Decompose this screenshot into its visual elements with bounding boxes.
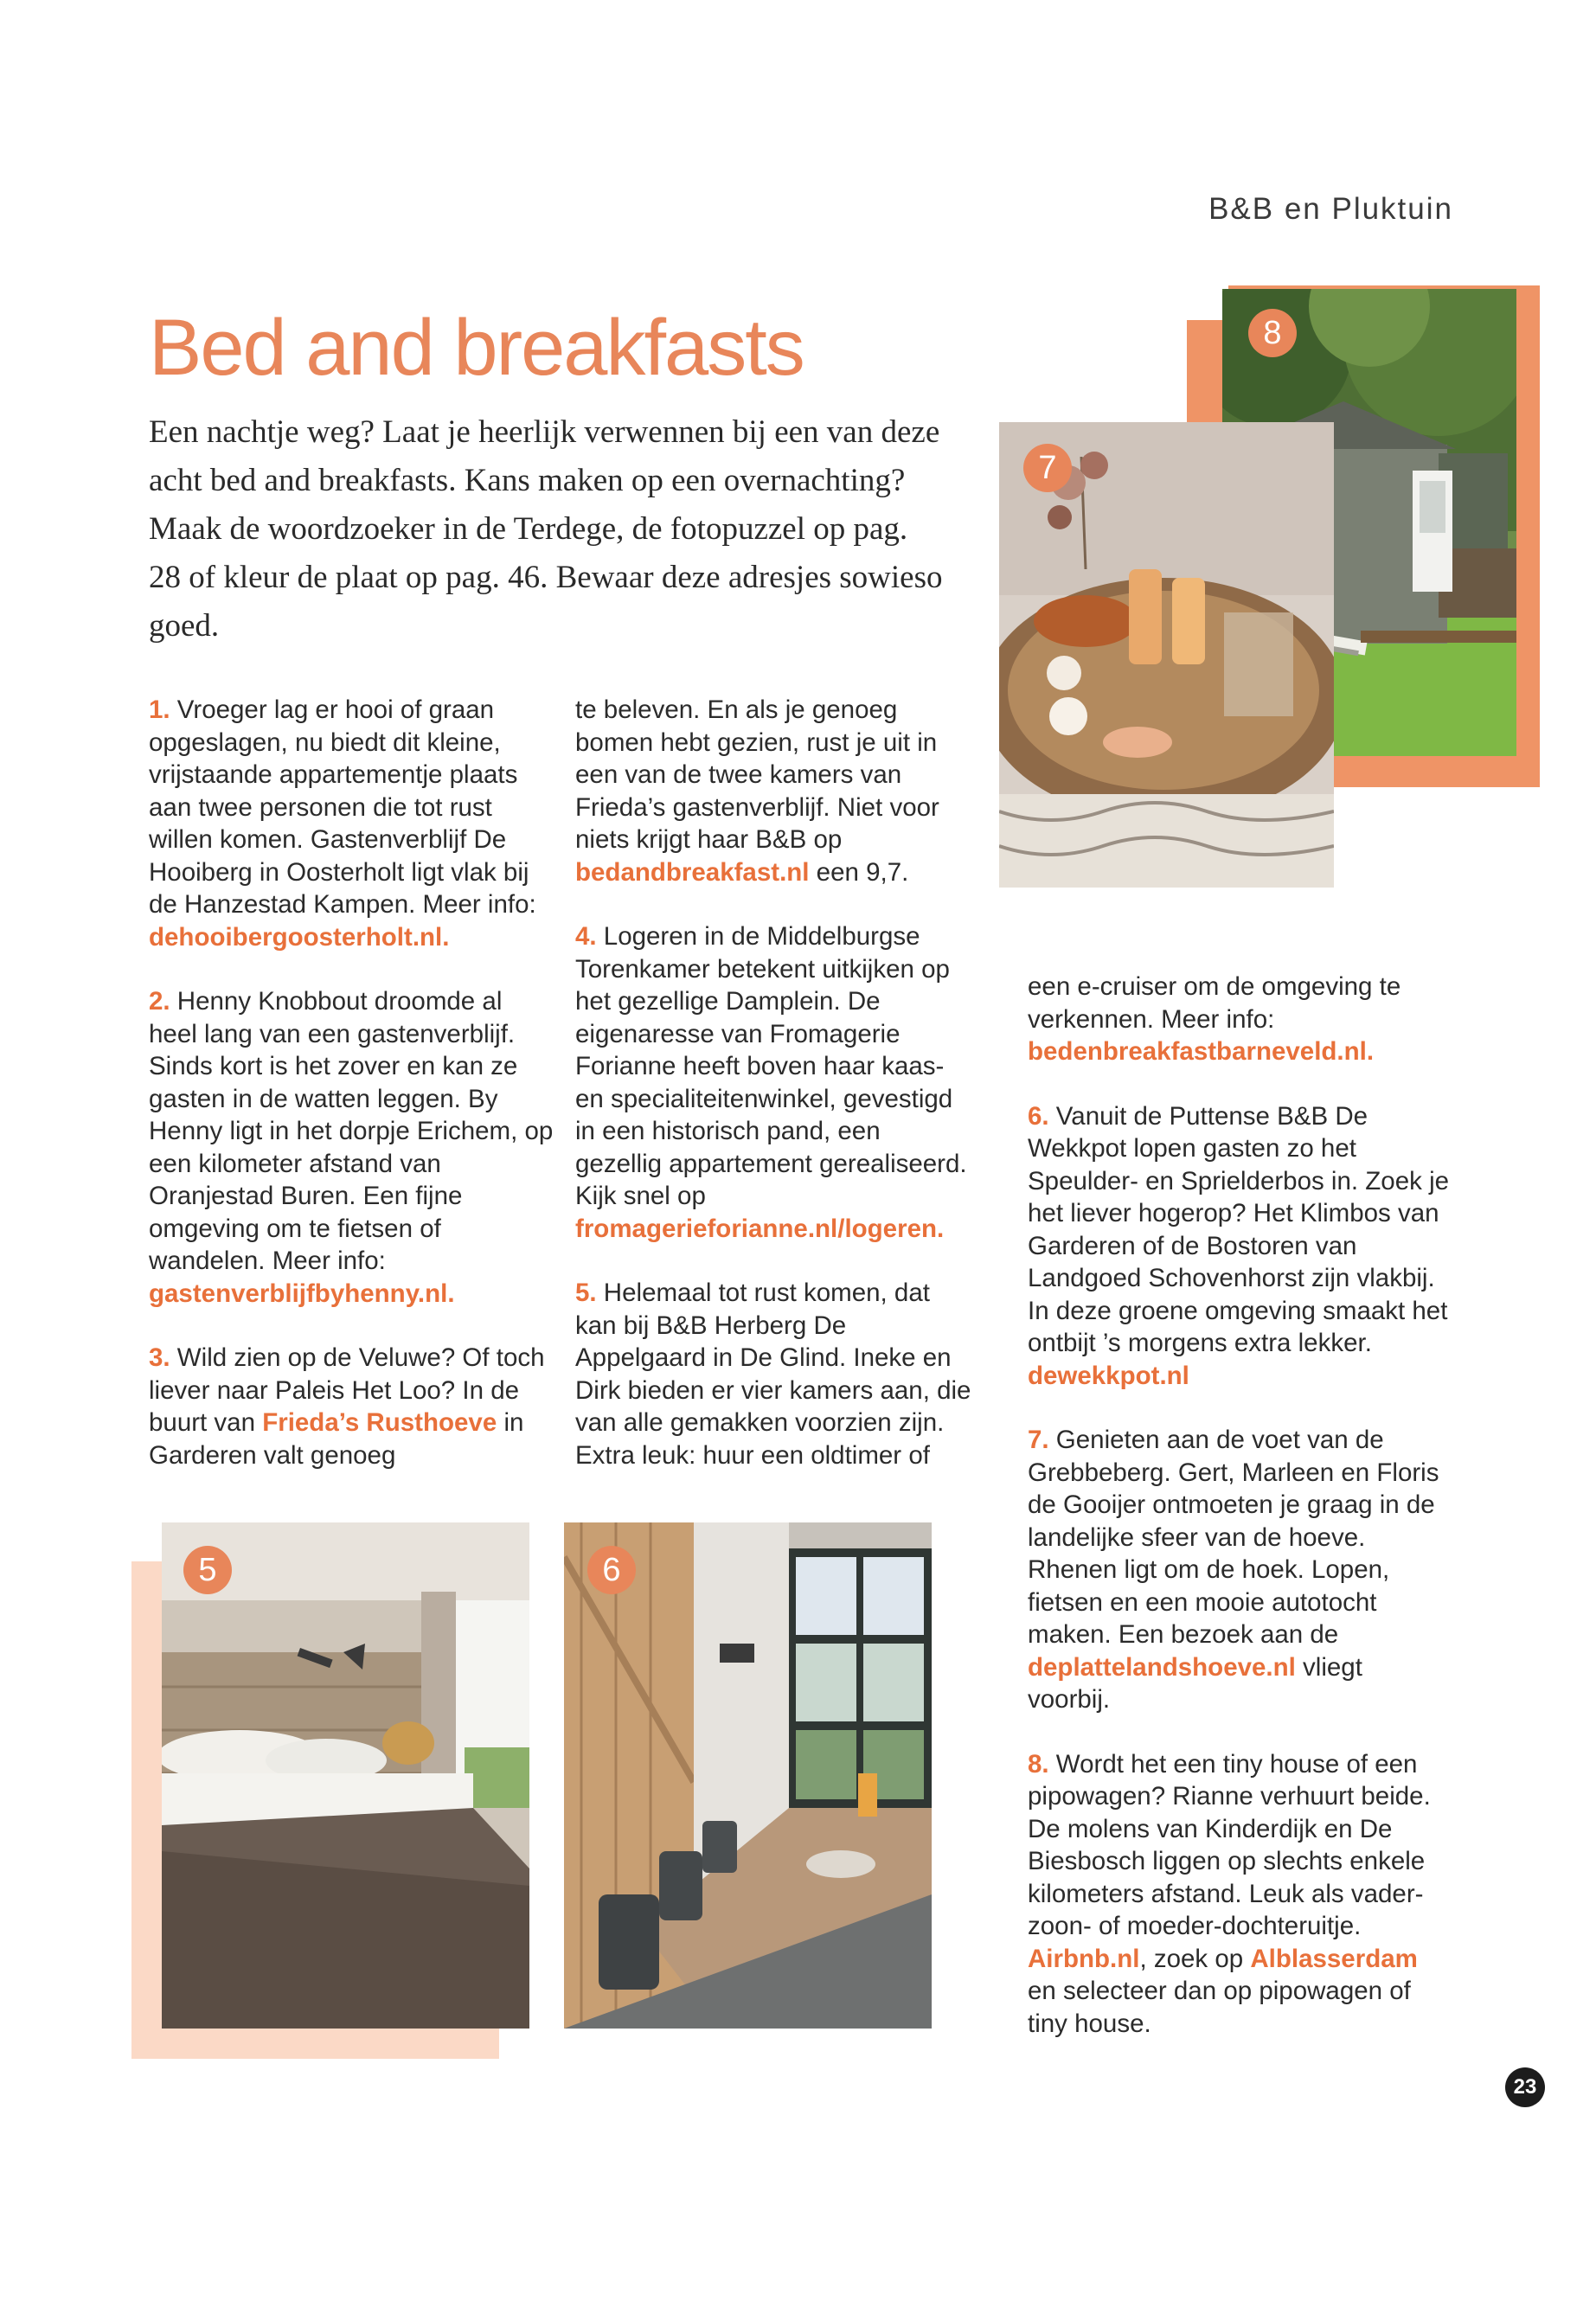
entry-4-link[interactable]: fromagerieforianne.nl/logeren. [575, 1214, 945, 1243]
entry-5b-text: een e-cruiser om de omgeving te verkennen. Meer info: [1028, 972, 1401, 1034]
entry-5 [575, 1277, 973, 1471]
entry-5-number: 5. [575, 1279, 597, 1307]
entry-5b-link[interactable]: bedenbreakfastbarneveld.nl. [1028, 1037, 1375, 1066]
entry-3-text-end: in Garderen valt genoeg [149, 1408, 524, 1470]
text-column-2 [575, 694, 973, 1503]
entry-5-text: Helemaal tot rust komen, dat kan bij B&B Herberg De Appelgaard in De Glind. Ineke en Dirk bieden er vier kamers aan, die van alle gemakken voorzien zijn. Extra leuk: huur een oldtimer of [575, 1279, 971, 1470]
section-label: B&B en Pluktuin [1208, 192, 1453, 226]
entry-3-link[interactable]: Frieda’s Rusthoeve [262, 1408, 497, 1437]
entry-8-text-end: en selecteer dan op pipowagen of tiny house. [1028, 1977, 1411, 2038]
entry-7-text: Genieten aan de voet van de Grebbeberg. Gert, Marleen en Floris de Gooijer ontmoeten je graag in de landelijke sfeer van de hoeve. Rhenen ligt om de hoek. Lopen, fietsen en een mooie autotocht maken. Een bezoek aan de [1028, 1426, 1439, 1649]
entry-1 [149, 694, 555, 953]
entry-8-link-2[interactable]: Alblasserdam [1250, 1944, 1418, 1973]
entry-2-number: 2. [149, 987, 170, 1016]
entry-2 [149, 985, 555, 1310]
entry-2-text: Henny Knobbout droomde al heel lang van een gastenverblijf. Sinds kort is het zover en kan ze gasten in de watten leggen. By Henny ligt in het dorpje Erichem, op een kilometer afstand van Oranjestad Buren. Een fijne omgeving om te fietsen of wandelen. Meer info: [149, 987, 554, 1275]
entry-8-text-2: , zoek op [1139, 1944, 1251, 1973]
entry-8-number: 8. [1028, 1749, 1049, 1779]
entry-3-number: 3. [149, 1343, 170, 1372]
title-light: Bed and [149, 304, 454, 392]
photo-6-dining-image [564, 1522, 932, 2029]
entry-1-link[interactable]: dehooibergoosterholt.nl. [149, 922, 450, 952]
page-title [149, 304, 804, 392]
entry-6 [1028, 1100, 1452, 1393]
entry-7-link[interactable]: deplattelandshoeve.nl [1028, 1652, 1296, 1682]
photo-6-badge: 6 [587, 1546, 636, 1594]
entry-8-text: Wordt het een tiny house of een pipowagen? Rianne verhuurt beide. De molens van Kinderdijk en De Biesbosch liggen op slechts enkele kilometers afstand. Leuk als vader-zoon- of moeder-dochteruitje. [1028, 1749, 1431, 1940]
entry-8 [1028, 1748, 1452, 2041]
entry-6-text: Vanuit de Puttense B&B De Wekkpot lopen gasten zo het Speulder- en Sprielderbos in. Zoek je het liever hogerop? Het Klimbos van Garderen of de Bostoren van Landgoed Schovenhorst zijn vlakbij. In deze groene omgeving smaakt het ontbijt ’s morgens extra lekker. [1028, 1101, 1450, 1357]
entry-1-number: 1. [149, 695, 170, 724]
entry-3-continued [575, 694, 973, 888]
entry-7 [1028, 1424, 1452, 1716]
text-column-3 [1028, 971, 1452, 2072]
photo-7-badge: 7 [1023, 444, 1072, 492]
entry-3b-link[interactable]: bedandbreakfast.nl [575, 857, 810, 887]
intro-paragraph: Een nachtje weg? Laat je heerlijk verwennen bij een van deze acht bed and breakfasts. Kans maken op een overnachting? Maak de woordzoeker in de Terdege, de fotopuzzel op pag. 28 of kleur de plaat op pag. 46. Bewaar deze adresjes sowieso goed. [149, 414, 943, 644]
entry-3b-text: te beleven. En als je genoeg bomen hebt gezien, rust je uit in een van de twee kamers van Frieda’s gastenverblijf. Niet voor niets krijgt haar B&B op [575, 695, 939, 854]
photo-5-badge: 5 [183, 1546, 232, 1594]
entry-5-continued [1028, 971, 1452, 1068]
entry-3b-text-end: een 9,7. [809, 857, 909, 887]
entry-3-text: Wild zien op de Veluwe? Of toch liever naar Paleis Het Loo? In de buurt van [149, 1343, 545, 1437]
entry-4 [575, 920, 973, 1245]
page-number: 23 [1505, 2067, 1545, 2107]
text-column-1 [149, 694, 555, 1503]
entry-7-number: 7. [1028, 1426, 1049, 1454]
entry-7-text-end: vliegt voorbij. [1028, 1652, 1362, 1714]
entry-1-text: Vroeger lag er hooi of graan opgeslagen, nu biedt dit kleine, vrijstaande appartementje plaats aan twee personen die tot rust willen komen. Gastenverblijf De Hooiberg in Oosterholt ligt vlak bij de Hanzestad Kampen. Meer info: [149, 695, 536, 919]
entry-4-text: Logeren in de Middelburgse Torenkamer betekent uitkijken op het gezellige Damplein. De eigenaresse van Fromagerie Forianne heeft boven haar kaas- en specialiteitenwinkel, gevestigd in een historisch pand, een gezellig appartement gerealiseerd. Kijk snel op [575, 922, 967, 1210]
entry-3 [149, 1342, 555, 1471]
entry-8-link[interactable]: Airbnb.nl [1028, 1944, 1140, 1973]
entry-6-link[interactable]: dewekkpot.nl [1028, 1361, 1189, 1390]
photo-8-badge: 8 [1248, 309, 1297, 357]
entry-2-link[interactable]: gastenverblijfbyhenny.nl. [149, 1279, 455, 1308]
title-bold: breakfasts [453, 304, 804, 392]
photo-5-bedroom-image [162, 1522, 529, 2029]
photo-6 [564, 1522, 932, 2029]
entry-4-number: 4. [575, 922, 597, 951]
entry-6-number: 6. [1028, 1101, 1049, 1131]
photo-5 [162, 1522, 529, 2029]
